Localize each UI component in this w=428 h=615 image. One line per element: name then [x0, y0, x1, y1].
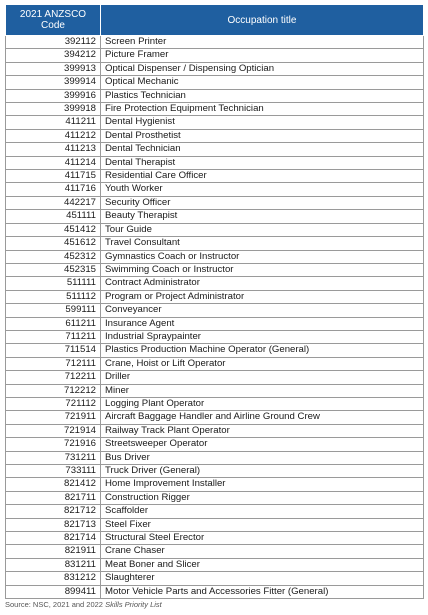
occupation-title-cell: Structural Steel Erector — [101, 532, 424, 545]
anzsco-code-cell: 452312 — [6, 250, 101, 263]
table-row — [6, 143, 424, 156]
anzsco-code-cell: 711211 — [6, 330, 101, 343]
code-header-line1: 2021 ANZSCO — [19, 9, 87, 20]
source-note — [5, 600, 162, 610]
anzsco-code-cell: 599111 — [6, 304, 101, 317]
anzsco-code-cell: 411214 — [6, 156, 101, 169]
anzsco-code-cell: 399914 — [6, 76, 101, 89]
anzsco-code-cell: 451111 — [6, 210, 101, 223]
anzsco-code-cell: 399916 — [6, 89, 101, 102]
table-row — [6, 532, 424, 545]
table-row — [6, 263, 424, 276]
occupation-title-cell: Residential Care Officer — [101, 170, 424, 183]
table-row — [6, 89, 424, 102]
anzsco-code-cell: 611211 — [6, 317, 101, 330]
occupation-title-cell: Travel Consultant — [101, 237, 424, 250]
anzsco-code-cell: 821412 — [6, 478, 101, 491]
occupation-title-cell: Railway Track Plant Operator — [101, 424, 424, 437]
table-row — [6, 505, 424, 518]
table-row — [6, 210, 424, 223]
table-row — [6, 384, 424, 397]
anzsco-code-cell: 821712 — [6, 505, 101, 518]
table-header-row — [6, 5, 424, 36]
table-row — [6, 585, 424, 598]
table-row — [6, 438, 424, 451]
anzsco-code-cell: 451412 — [6, 223, 101, 236]
table-row — [6, 170, 424, 183]
table-row — [6, 36, 424, 49]
occupation-title-cell: Crane, Hoist or Lift Operator — [101, 357, 424, 370]
occupation-title-cell: Fire Protection Equipment Technician — [101, 103, 424, 116]
anzsco-code-cell: 712111 — [6, 357, 101, 370]
anzsco-code-cell: 821711 — [6, 491, 101, 504]
occupation-title-cell: Industrial Spraypainter — [101, 330, 424, 343]
table-row — [6, 129, 424, 142]
occupation-title-cell: Motor Vehicle Parts and Accessories Fitter (General) — [101, 585, 424, 598]
source-prefix: Source: NSC, 2021 and 2022 — [5, 600, 106, 609]
table-row — [6, 237, 424, 250]
table-row — [6, 250, 424, 263]
table-row — [6, 572, 424, 585]
occupation-title-cell: Swimming Coach or Instructor — [101, 263, 424, 276]
anzsco-code-cell: 712211 — [6, 371, 101, 384]
anzsco-code-cell: 411716 — [6, 183, 101, 196]
occupation-title-cell: Steel Fixer — [101, 518, 424, 531]
anzsco-code-cell: 442217 — [6, 196, 101, 209]
source-italic: Skills Priority List — [105, 600, 162, 609]
anzsco-code-cell: 392112 — [6, 36, 101, 49]
occupation-title-cell: Youth Worker — [101, 183, 424, 196]
table-row — [6, 478, 424, 491]
table-row — [6, 397, 424, 410]
occupation-title-cell: Gymnastics Coach or Instructor — [101, 250, 424, 263]
anzsco-code-cell: 399918 — [6, 103, 101, 116]
anzsco-code-cell: 721914 — [6, 424, 101, 437]
occupation-title-cell: Dental Technician — [101, 143, 424, 156]
anzsco-code-cell: 821713 — [6, 518, 101, 531]
occupation-title-cell: Screen Printer — [101, 36, 424, 49]
table-row — [6, 156, 424, 169]
table-row — [6, 344, 424, 357]
table-row — [6, 330, 424, 343]
occupation-title-cell: Tour Guide — [101, 223, 424, 236]
anzsco-code-cell: 831212 — [6, 572, 101, 585]
table-row — [6, 49, 424, 62]
occupation-title-cell: Optical Dispenser / Dispensing Optician — [101, 62, 424, 75]
table-row — [6, 451, 424, 464]
table-row — [6, 62, 424, 75]
anzsco-code-cell: 511112 — [6, 290, 101, 303]
occupation-title-cell: Dental Therapist — [101, 156, 424, 169]
table-row — [6, 116, 424, 129]
anzsco-code-cell: 899411 — [6, 585, 101, 598]
occupation-title-cell: Security Officer — [101, 196, 424, 209]
occupation-title-cell: Plastics Production Machine Operator (General) — [101, 344, 424, 357]
table-row — [6, 103, 424, 116]
occupation-title-cell: Conveyancer — [101, 304, 424, 317]
occupation-title-cell: Slaughterer — [101, 572, 424, 585]
occupation-title-cell: Program or Project Administrator — [101, 290, 424, 303]
occupation-title-cell: Plastics Technician — [101, 89, 424, 102]
occupation-title-cell: Home Improvement Installer — [101, 478, 424, 491]
anzsco-code-cell: 511111 — [6, 277, 101, 290]
occupation-title-cell: Dental Prosthetist — [101, 129, 424, 142]
occupation-title-cell: Aircraft Baggage Handler and Airline Ground Crew — [101, 411, 424, 424]
occupation-title-cell: Miner — [101, 384, 424, 397]
anzsco-code-cell: 411211 — [6, 116, 101, 129]
anzsco-code-cell: 711514 — [6, 344, 101, 357]
anzsco-code-cell: 721112 — [6, 397, 101, 410]
title-column-header: Occupation title — [101, 5, 424, 36]
occupation-title-cell: Construction Rigger — [101, 491, 424, 504]
occupation-title-cell: Contract Administrator — [101, 277, 424, 290]
occupation-title-cell: Logging Plant Operator — [101, 397, 424, 410]
code-column-header — [6, 5, 101, 36]
anzsco-code-cell: 731211 — [6, 451, 101, 464]
table-row — [6, 357, 424, 370]
occupation-title-cell: Beauty Therapist — [101, 210, 424, 223]
anzsco-code-cell: 733111 — [6, 465, 101, 478]
occupation-title-cell: Dental Hygienist — [101, 116, 424, 129]
table-row — [6, 491, 424, 504]
anzsco-code-cell: 411212 — [6, 129, 101, 142]
anzsco-code-cell: 451612 — [6, 237, 101, 250]
occupation-title-cell: Streetsweeper Operator — [101, 438, 424, 451]
occupation-title-cell: Optical Mechanic — [101, 76, 424, 89]
occupation-title-cell: Picture Framer — [101, 49, 424, 62]
table-row — [6, 196, 424, 209]
anzsco-code-cell: 411715 — [6, 170, 101, 183]
anzsco-code-cell: 721916 — [6, 438, 101, 451]
occupation-title-cell: Meat Boner and Slicer — [101, 558, 424, 571]
table-row — [6, 558, 424, 571]
anzsco-code-cell: 394212 — [6, 49, 101, 62]
table-body — [6, 36, 424, 599]
anzsco-code-cell: 452315 — [6, 263, 101, 276]
table-row — [6, 465, 424, 478]
table-row — [6, 545, 424, 558]
anzsco-code-cell: 411213 — [6, 143, 101, 156]
anzsco-code-cell: 712212 — [6, 384, 101, 397]
table-row — [6, 317, 424, 330]
occupation-title-cell: Insurance Agent — [101, 317, 424, 330]
table-row — [6, 424, 424, 437]
occupation-title-cell: Crane Chaser — [101, 545, 424, 558]
table-row — [6, 411, 424, 424]
anzsco-code-cell: 831211 — [6, 558, 101, 571]
anzsco-code-cell: 399913 — [6, 62, 101, 75]
occupation-title-cell: Truck Driver (General) — [101, 465, 424, 478]
anzsco-code-cell: 821911 — [6, 545, 101, 558]
table-row — [6, 183, 424, 196]
table-row — [6, 76, 424, 89]
occupation-table — [5, 4, 424, 599]
table-row — [6, 290, 424, 303]
occupation-title-cell: Bus Driver — [101, 451, 424, 464]
table-row — [6, 371, 424, 384]
occupation-title-cell: Driller — [101, 371, 424, 384]
anzsco-code-cell: 821714 — [6, 532, 101, 545]
table-row — [6, 304, 424, 317]
table-row — [6, 518, 424, 531]
code-header-line2: Code — [41, 20, 65, 31]
anzsco-code-cell: 721911 — [6, 411, 101, 424]
table-row — [6, 223, 424, 236]
table-row — [6, 277, 424, 290]
occupation-title-cell: Scaffolder — [101, 505, 424, 518]
